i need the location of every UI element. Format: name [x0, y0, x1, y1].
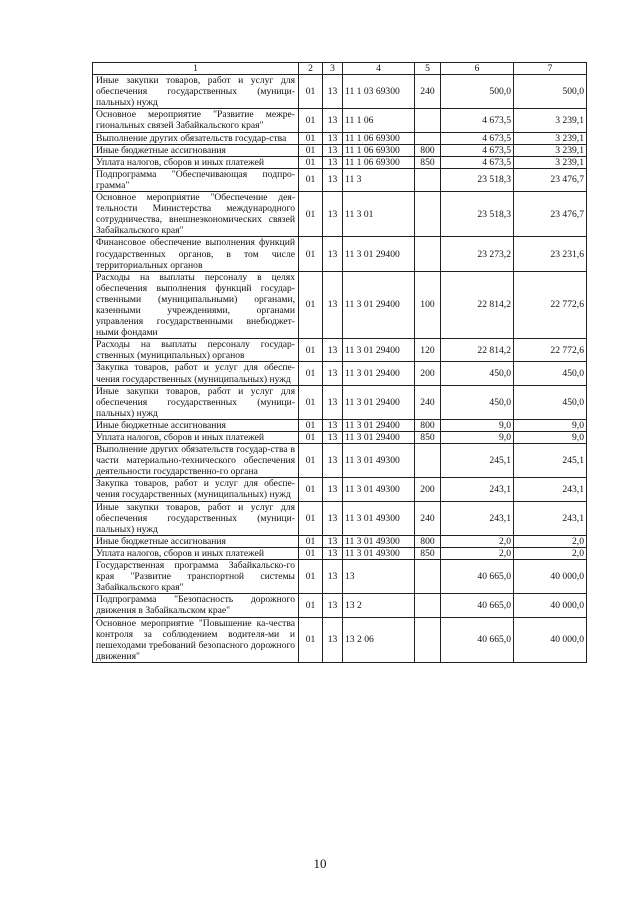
- column-header: 3: [323, 63, 343, 75]
- target-article-cell: 11 3 01 29400: [343, 385, 415, 419]
- amount-col7-cell: 40 000,0: [514, 560, 587, 594]
- section-cell: 01: [299, 432, 323, 444]
- target-article-cell: 11 3 01: [343, 192, 415, 237]
- expense-type-cell: 850: [415, 156, 441, 168]
- column-header: 7: [514, 63, 587, 75]
- target-article-cell: 11 3 01 29400: [343, 362, 415, 385]
- amount-col6-cell: 500,0: [441, 75, 514, 109]
- section-cell: 01: [299, 109, 323, 132]
- expense-type-cell: [415, 132, 441, 144]
- section-cell: 01: [299, 419, 323, 431]
- target-article-cell: 11 1 06 69300: [343, 144, 415, 156]
- amount-col7-cell: 9,0: [514, 419, 587, 431]
- subsection-cell: 13: [323, 385, 343, 419]
- table-header-row: [93, 63, 587, 75]
- section-cell: 01: [299, 362, 323, 385]
- section-cell: 01: [299, 560, 323, 594]
- section-cell: 01: [299, 385, 323, 419]
- amount-col6-cell: 4 673,5: [441, 156, 514, 168]
- column-header: 6: [441, 63, 514, 75]
- row-name-cell: Уплата налогов, сборов и иных платежей: [93, 156, 299, 168]
- amount-col7-cell: 40 000,0: [514, 594, 587, 617]
- table-row: [93, 109, 587, 132]
- subsection-cell: 13: [323, 501, 343, 535]
- amount-col6-cell: 2,0: [441, 535, 514, 547]
- expense-type-cell: 800: [415, 419, 441, 431]
- amount-col6-cell: 450,0: [441, 385, 514, 419]
- expense-type-cell: 800: [415, 144, 441, 156]
- expense-type-cell: [415, 237, 441, 271]
- amount-col7-cell: 3 239,1: [514, 109, 587, 132]
- table-row: [93, 156, 587, 168]
- row-name-cell: Иные бюджетные ассигнования: [93, 419, 299, 431]
- target-article-cell: 11 3 01 49300: [343, 501, 415, 535]
- row-name-cell: Иные бюджетные ассигнования: [93, 144, 299, 156]
- section-cell: 01: [299, 144, 323, 156]
- expense-type-cell: 240: [415, 385, 441, 419]
- section-cell: 01: [299, 339, 323, 362]
- subsection-cell: 13: [323, 156, 343, 168]
- table-row: [93, 144, 587, 156]
- amount-col7-cell: 3 239,1: [514, 132, 587, 144]
- amount-col7-cell: 22 772,6: [514, 339, 587, 362]
- row-name-cell: Расходы на выплаты персоналу государ-ственных (муниципальных) органов: [93, 339, 299, 362]
- subsection-cell: 13: [323, 144, 343, 156]
- subsection-cell: 13: [323, 339, 343, 362]
- section-cell: 01: [299, 547, 323, 559]
- amount-col6-cell: 40 665,0: [441, 594, 514, 617]
- target-article-cell: 11 1 06 69300: [343, 132, 415, 144]
- subsection-cell: 13: [323, 617, 343, 662]
- table-row: [93, 535, 587, 547]
- section-cell: 01: [299, 237, 323, 271]
- expense-type-cell: 200: [415, 362, 441, 385]
- subsection-cell: 13: [323, 75, 343, 109]
- expense-type-cell: 850: [415, 547, 441, 559]
- amount-col7-cell: 9,0: [514, 432, 587, 444]
- table-row: [93, 478, 587, 501]
- target-article-cell: 11 3 01 29400: [343, 237, 415, 271]
- row-name-cell: Выполнение других обязательств государ-ства: [93, 132, 299, 144]
- amount-col7-cell: 245,1: [514, 444, 587, 478]
- table-row: [93, 168, 587, 191]
- amount-col7-cell: 450,0: [514, 385, 587, 419]
- target-article-cell: 11 3 01 49300: [343, 478, 415, 501]
- row-name-cell: Закупка товаров, работ и услуг для обеспе-чения государственных (муниципальных) нужд: [93, 362, 299, 385]
- expense-type-cell: [415, 168, 441, 191]
- section-cell: 01: [299, 192, 323, 237]
- table-row: [93, 271, 587, 339]
- target-article-cell: 11 3: [343, 168, 415, 191]
- subsection-cell: 13: [323, 237, 343, 271]
- target-article-cell: 11 3 01 49300: [343, 547, 415, 559]
- table-row: [93, 547, 587, 559]
- table-row: [93, 444, 587, 478]
- amount-col6-cell: 2,0: [441, 547, 514, 559]
- expense-type-cell: [415, 192, 441, 237]
- amount-col6-cell: 9,0: [441, 432, 514, 444]
- table-row: [93, 432, 587, 444]
- amount-col7-cell: 500,0: [514, 75, 587, 109]
- amount-col7-cell: 3 239,1: [514, 144, 587, 156]
- section-cell: 01: [299, 501, 323, 535]
- amount-col6-cell: 4 673,5: [441, 132, 514, 144]
- amount-col7-cell: 450,0: [514, 362, 587, 385]
- table-row: [93, 501, 587, 535]
- row-name-cell: Уплата налогов, сборов и иных платежей: [93, 547, 299, 559]
- row-name-cell: Иные закупки товаров, работ и услуг для обеспечения государственных (муници-пальных) нужд: [93, 501, 299, 535]
- amount-col7-cell: 23 476,7: [514, 168, 587, 191]
- subsection-cell: 13: [323, 432, 343, 444]
- section-cell: 01: [299, 594, 323, 617]
- target-article-cell: 11 1 03 69300: [343, 75, 415, 109]
- subsection-cell: 13: [323, 192, 343, 237]
- amount-col6-cell: 243,1: [441, 501, 514, 535]
- column-header: 5: [415, 63, 441, 75]
- expense-type-cell: 800: [415, 535, 441, 547]
- amount-col6-cell: 245,1: [441, 444, 514, 478]
- expense-type-cell: [415, 444, 441, 478]
- table-row: [93, 419, 587, 431]
- subsection-cell: 13: [323, 109, 343, 132]
- amount-col7-cell: 243,1: [514, 478, 587, 501]
- section-cell: 01: [299, 478, 323, 501]
- expense-type-cell: [415, 560, 441, 594]
- table-row: [93, 237, 587, 271]
- target-article-cell: 11 3 01 29400: [343, 271, 415, 339]
- amount-col6-cell: 4 673,5: [441, 109, 514, 132]
- subsection-cell: 13: [323, 419, 343, 431]
- row-name-cell: Подпрограмма "Обеспечивающая подпро-грамма": [93, 168, 299, 191]
- row-name-cell: Иные бюджетные ассигнования: [93, 535, 299, 547]
- row-name-cell: Основное мероприятие "Развитие межре-гиональных связей Забайкальского края": [93, 109, 299, 132]
- amount-col6-cell: 450,0: [441, 362, 514, 385]
- target-article-cell: 11 3 01 29400: [343, 339, 415, 362]
- amount-col6-cell: 23 518,3: [441, 168, 514, 191]
- column-header: 4: [343, 63, 415, 75]
- amount-col6-cell: 40 665,0: [441, 560, 514, 594]
- amount-col6-cell: 23 273,2: [441, 237, 514, 271]
- row-name-cell: Государственная программа Забайкальско-го края "Развитие транспортной системы Забайкальского края": [93, 560, 299, 594]
- row-name-cell: Уплата налогов, сборов и иных платежей: [93, 432, 299, 444]
- amount-col7-cell: 23 476,7: [514, 192, 587, 237]
- row-name-cell: Иные закупки товаров, работ и услуг для обеспечения государственных (муници-пальных) нужд: [93, 75, 299, 109]
- target-article-cell: 11 3 01 49300: [343, 535, 415, 547]
- table-row: [93, 594, 587, 617]
- subsection-cell: 13: [323, 444, 343, 478]
- budget-table: [92, 62, 587, 663]
- expense-type-cell: [415, 617, 441, 662]
- amount-col6-cell: 9,0: [441, 419, 514, 431]
- column-header: 1: [93, 63, 299, 75]
- expense-type-cell: 240: [415, 75, 441, 109]
- subsection-cell: 13: [323, 478, 343, 501]
- subsection-cell: 13: [323, 362, 343, 385]
- expense-type-cell: [415, 594, 441, 617]
- page-number: 10: [313, 856, 327, 871]
- table-row: [93, 75, 587, 109]
- section-cell: 01: [299, 168, 323, 191]
- amount-col6-cell: 4 673,5: [441, 144, 514, 156]
- row-name-cell: Расходы на выплаты персоналу в целях обеспечения выполнения функций государ-ственными (муниципальными) органами, казенными учреждениями, органами управления государственными внебюджет-ными фондами: [93, 271, 299, 339]
- target-article-cell: 11 3 01 29400: [343, 432, 415, 444]
- row-name-cell: Подпрограмма "Безопасность дорожного движения в Забайкальском крае": [93, 594, 299, 617]
- subsection-cell: 13: [323, 168, 343, 191]
- column-header: 2: [299, 63, 323, 75]
- section-cell: 01: [299, 535, 323, 547]
- section-cell: 01: [299, 156, 323, 168]
- row-name-cell: Основное мероприятие "Обеспечение дея-тельности Министерства международного сотрудничества, внешнеэкономических связей Забайкальского края": [93, 192, 299, 237]
- amount-col6-cell: 22 814,2: [441, 339, 514, 362]
- table-row: [93, 362, 587, 385]
- table-row: [93, 560, 587, 594]
- target-article-cell: 11 3 01 29400: [343, 419, 415, 431]
- target-article-cell: 11 1 06: [343, 109, 415, 132]
- row-name-cell: Закупка товаров, работ и услуг для обеспе-чения государственных (муниципальных) нужд: [93, 478, 299, 501]
- subsection-cell: 13: [323, 535, 343, 547]
- target-article-cell: 11 1 06 69300: [343, 156, 415, 168]
- amount-col7-cell: 3 239,1: [514, 156, 587, 168]
- amount-col7-cell: 2,0: [514, 547, 587, 559]
- expense-type-cell: 850: [415, 432, 441, 444]
- target-article-cell: 11 3 01 49300: [343, 444, 415, 478]
- row-name-cell: Основное мероприятие "Повышение ка-чества контроля за соблюдением водителя-ми и пешеходами требований безопасного дорожного движения": [93, 617, 299, 662]
- section-cell: 01: [299, 132, 323, 144]
- subsection-cell: 13: [323, 132, 343, 144]
- row-name-cell: Выполнение других обязательств государ-ства в части материально-технического обеспечения деятельности государственно-го органа: [93, 444, 299, 478]
- amount-col7-cell: 40 000,0: [514, 617, 587, 662]
- section-cell: 01: [299, 75, 323, 109]
- amount-col6-cell: 23 518,3: [441, 192, 514, 237]
- table-row: [93, 385, 587, 419]
- table-row: [93, 617, 587, 662]
- target-article-cell: 13: [343, 560, 415, 594]
- amount-col7-cell: 23 231,6: [514, 237, 587, 271]
- amount-col7-cell: 2,0: [514, 535, 587, 547]
- subsection-cell: 13: [323, 271, 343, 339]
- amount-col6-cell: 40 665,0: [441, 617, 514, 662]
- amount-col6-cell: 22 814,2: [441, 271, 514, 339]
- section-cell: 01: [299, 444, 323, 478]
- row-name-cell: Финансовое обеспечение выполнения функций государственных органов, в том числе территориальных органов: [93, 237, 299, 271]
- target-article-cell: 13 2 06: [343, 617, 415, 662]
- table-row: [93, 192, 587, 237]
- expense-type-cell: 120: [415, 339, 441, 362]
- subsection-cell: 13: [323, 560, 343, 594]
- expense-type-cell: 240: [415, 501, 441, 535]
- expense-type-cell: [415, 109, 441, 132]
- amount-col7-cell: 22 772,6: [514, 271, 587, 339]
- section-cell: 01: [299, 271, 323, 339]
- subsection-cell: 13: [323, 547, 343, 559]
- table-row: [93, 339, 587, 362]
- row-name-cell: Иные закупки товаров, работ и услуг для обеспечения государственных (муници-пальных) нужд: [93, 385, 299, 419]
- subsection-cell: 13: [323, 594, 343, 617]
- target-article-cell: 13 2: [343, 594, 415, 617]
- section-cell: 01: [299, 617, 323, 662]
- expense-type-cell: 100: [415, 271, 441, 339]
- table-row: [93, 132, 587, 144]
- expense-type-cell: 200: [415, 478, 441, 501]
- amount-col6-cell: 243,1: [441, 478, 514, 501]
- amount-col7-cell: 243,1: [514, 501, 587, 535]
